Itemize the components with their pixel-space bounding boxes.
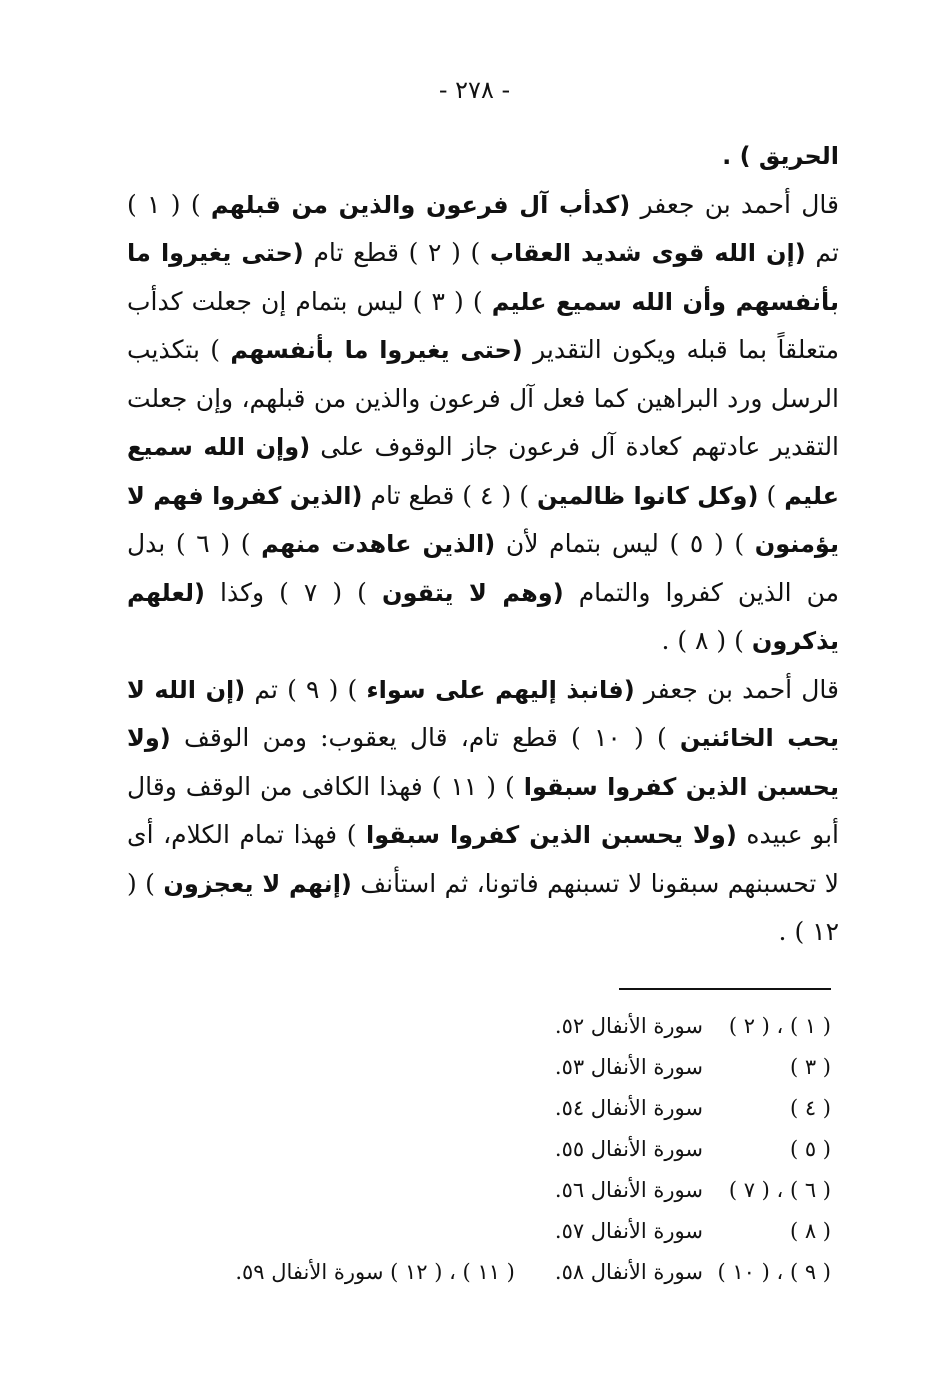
paragraph <box>127 132 839 181</box>
quran-quote: (كدأب آل فرعون والذين من قبلهم <box>210 190 631 219</box>
body-text: قال أحمد بن جعفر <box>630 189 839 219</box>
body-text: ) ( ٦ ) بدل من الذين كفروا والتمام <box>127 529 839 607</box>
footnote-numbers: ( ٨ ) <box>789 1219 831 1243</box>
quran-quote: (إن الله قوى شديد العقاب <box>489 239 806 267</box>
page-number: - ٢٧٨ - <box>438 76 511 104</box>
body-text: قال أحمد بن جعفر <box>634 674 839 704</box>
quran-quote: (فانبذ إليهم على سواء <box>366 675 635 704</box>
body-text: ) ( ٤ ) قطع تام <box>362 480 537 510</box>
footnote-numbers: ( ٤ ) <box>789 1096 831 1120</box>
quran-quote: (إنهم لا يعجزون <box>163 869 352 898</box>
body-text: ) ( ٢ ) قطع تام <box>303 238 490 267</box>
quran-quote: (حتى يغيروا ما بأنفسهم <box>230 336 523 364</box>
quran-quote: (الذين كفروا فهم لا يؤمنون <box>127 481 839 558</box>
footnote-row <box>181 1129 831 1170</box>
quran-quote: (حتى يغيروا ما بأنفسهم وأن الله سميع عليم <box>127 239 839 316</box>
footnote-row <box>181 1170 831 1211</box>
body-text: ) ( ٥ ) ليس بتمام لأن <box>495 529 755 558</box>
footnote-source: سورة الأنفال ٥٤. <box>554 1096 703 1120</box>
footnote-source: سورة الأنفال ٥٧. <box>554 1219 703 1243</box>
footnote-numbers: ( ٥ ) <box>789 1137 831 1161</box>
footnote-row <box>181 1006 831 1047</box>
quran-quote: (وهم لا يتقون <box>381 578 564 607</box>
paragraph <box>127 666 839 957</box>
footnote-numbers: ( ٦ ) ، ( ٧ ) <box>728 1178 831 1202</box>
footnote-source: سورة الأنفال ٥٣. <box>554 1055 703 1079</box>
quran-quote: (الذين عاهدت منهم <box>261 530 496 558</box>
body-text: ) فهذا تمام الكلام، أى لا تحسبنهم سبقونا لا تسبنهم فاتونا، ثم استأنف <box>127 820 840 898</box>
body-text: ) ( ١٠ ) قطع تام، قال يعقوب: ومن الوقف <box>170 723 680 752</box>
quran-quote: (وكل كانوا ظالمين <box>537 481 759 510</box>
body-text: ) بتكذيب الرسل ورد البراهين كما فعل آل فرعون والذين من قبلهم، وإن جعلت التقدير عادتهم كعادة آل فرعون جاز الوقوف على <box>127 335 840 461</box>
body-text: ) <box>758 480 785 510</box>
body-text: ) ( ٣ ) ليس بتمام إن جعلت كدأب متعلقاً بما قبله ويكون التقدير <box>127 286 840 364</box>
quran-quote: (وإن الله سميع عليم <box>127 433 840 510</box>
paragraph <box>127 181 839 666</box>
footnote-row <box>181 1088 831 1129</box>
body-text: ) ( ٧ ) وكذا <box>205 577 382 607</box>
footnote-numbers: ( ٩ ) ، ( ١٠ ) <box>717 1260 831 1284</box>
footnote-separator <box>619 988 831 990</box>
footnote-row <box>181 1047 831 1088</box>
quran-quote: الحريق ) . <box>722 142 839 170</box>
footnote-row <box>181 1252 831 1293</box>
body-text: ) ( ١٢ ) . <box>127 868 839 946</box>
main-text <box>127 132 839 957</box>
footnotes <box>181 1006 831 1293</box>
body-text: ) ( ٨ ) . <box>661 626 752 655</box>
quran-quote: (ولا يحسبن الذين كفروا سبقوا <box>127 724 839 801</box>
footnote-numbers: ( ١ ) ، ( ٢ ) <box>728 1014 831 1038</box>
quran-quote: (ولا يحسبن الذين كفروا سبقوا <box>366 821 737 849</box>
footnote-source: سورة الأنفال ٥٥. <box>554 1137 703 1161</box>
footnote-row <box>181 1211 831 1252</box>
footnote-source: سورة الأنفال ٥٦. <box>554 1178 703 1202</box>
body-text: ) ( ١١ ) فهذا الكافى من الوقف وقال أبو عبيده <box>127 771 840 849</box>
footnote-numbers: ( ٣ ) <box>789 1055 831 1079</box>
footnote-source: سورة الأنفال ٥٢. <box>554 1014 703 1038</box>
quran-quote: (إن الله لا يحب الخائنين <box>127 675 839 752</box>
quran-quote: (لعلهم يذكرون <box>127 578 839 655</box>
footnote-source: سورة الأنفال ٥٨. <box>554 1260 703 1284</box>
body-text: ) ( ٩ ) تم <box>245 674 367 704</box>
footnote-extra: ( ١١ ) ، ( ١٢ ) سورة الأنفال ٥٩. <box>235 1260 515 1284</box>
body-text: ) ( ١ ) تم <box>127 189 839 267</box>
